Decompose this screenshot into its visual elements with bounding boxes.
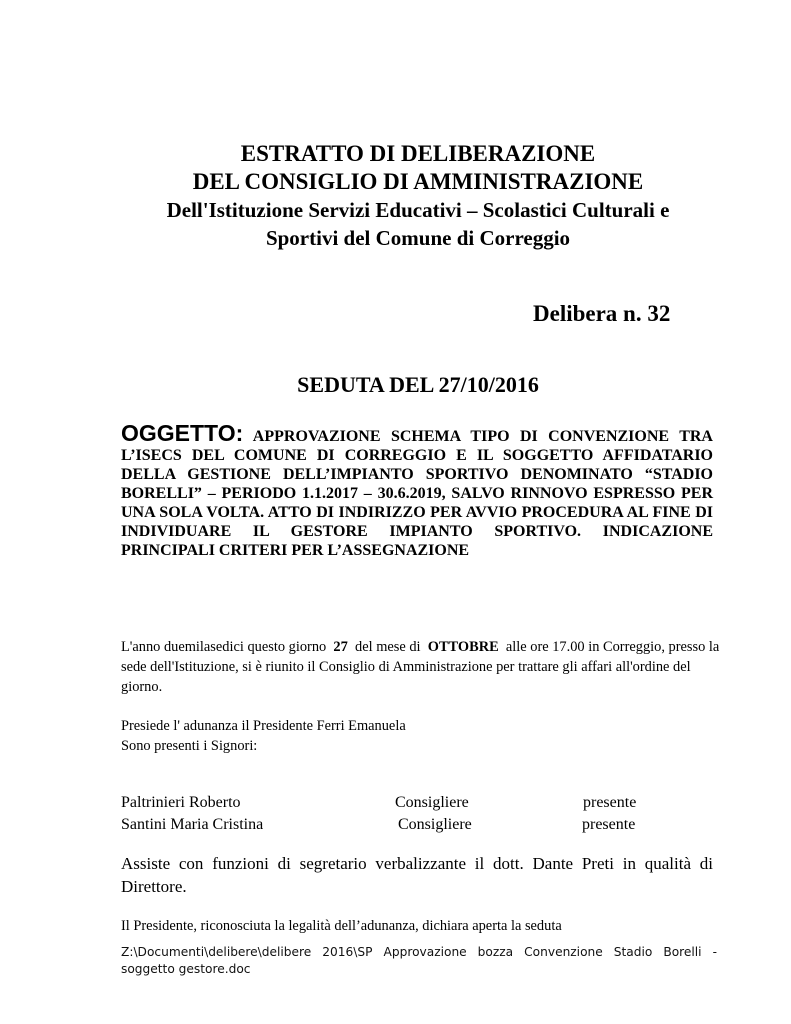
assiste-paragraph: Assiste con funzioni di segretario verbalizzante il dott. Dante Preti in qualità di Direttore.	[121, 854, 713, 896]
header-title-line-2: DEL CONSIGLIO DI AMMINISTRAZIONE	[192, 169, 644, 194]
member-name: Santini Maria Cristina	[121, 816, 264, 833]
member-row	[121, 816, 721, 838]
oggetto-text: APPROVAZIONE SCHEMA TIPO DI CONVENZIONE TRA L’ISECS DEL COMUNE DI CORREGGIO E IL SOGGETTO AFFIDATARIO DELLA GESTIONE DELL’IMPIANTO SPORTIVO DENOMINATO “STADIO BORELLI” – PERIODO 1.1.2017 – 30.6.2019, SALVO RINNOVO ESPRESSO PER UNA SOLA VOLTA. ATTO DI INDIRIZZO PER AVVIO PROCEDURA AL FINE DI INDIVIDUARE IL GESTORE IMPIANTO SPORTIVO. INDICAZIONE PRINCIPALI CRITERI PER L’ASSEGNAZIONE	[121, 428, 713, 559]
delibera-number: Delibera n. 32	[533, 301, 671, 326]
intro-paragraph	[121, 637, 721, 697]
member-name: Paltrinieri Roberto	[121, 794, 241, 811]
header-title-line-1: ESTRATTO DI DELIBERAZIONE	[240, 141, 596, 166]
intro-part-3: alle ore 17.00 in Correggio, presso la sede dell'Istituzione, si è riunito il Consiglio di Amministrazione per trattare gli affari all'ordine del giorno.	[121, 639, 720, 695]
member-status: presente	[582, 816, 636, 833]
member-role: Consigliere	[398, 816, 472, 833]
file-path-footer: Z:\Documenti\delibere\delibere 2016\SP Approvazione bozza Convenzione Stadio Borelli - soggetto gestore.doc	[121, 945, 717, 976]
intro-day: 27	[333, 639, 348, 655]
oggetto-section	[121, 420, 713, 560]
closing-paragraph: Il Presidente, riconosciuta la legalità dell’adunanza, dichiara aperta la seduta	[121, 918, 562, 934]
presenti-line: Sono presenti i Signori:	[121, 738, 258, 754]
intro-month: OTTOBRE	[427, 639, 499, 655]
member-row	[121, 794, 721, 816]
header-institution-line-2: Sportivi del Comune di Correggio	[265, 226, 571, 250]
member-status: presente	[583, 794, 637, 811]
intro-part-2: del mese di	[355, 639, 421, 655]
member-role: Consigliere	[395, 794, 469, 811]
document-header	[60, 140, 776, 252]
oggetto-label: OGGETTO:	[121, 420, 244, 446]
header-institution-line-1: Dell'Istituzione Servizi Educativi – Scolastici Culturali e	[166, 198, 670, 222]
intro-part-1: L'anno duemilasedici questo giorno	[121, 639, 327, 655]
presiede-paragraph	[121, 716, 721, 756]
presiede-line: Presiede l' adunanza il Presidente Ferri Emanuela	[121, 718, 406, 734]
seduta-date: SEDUTA DEL 27/10/2016	[297, 372, 539, 397]
